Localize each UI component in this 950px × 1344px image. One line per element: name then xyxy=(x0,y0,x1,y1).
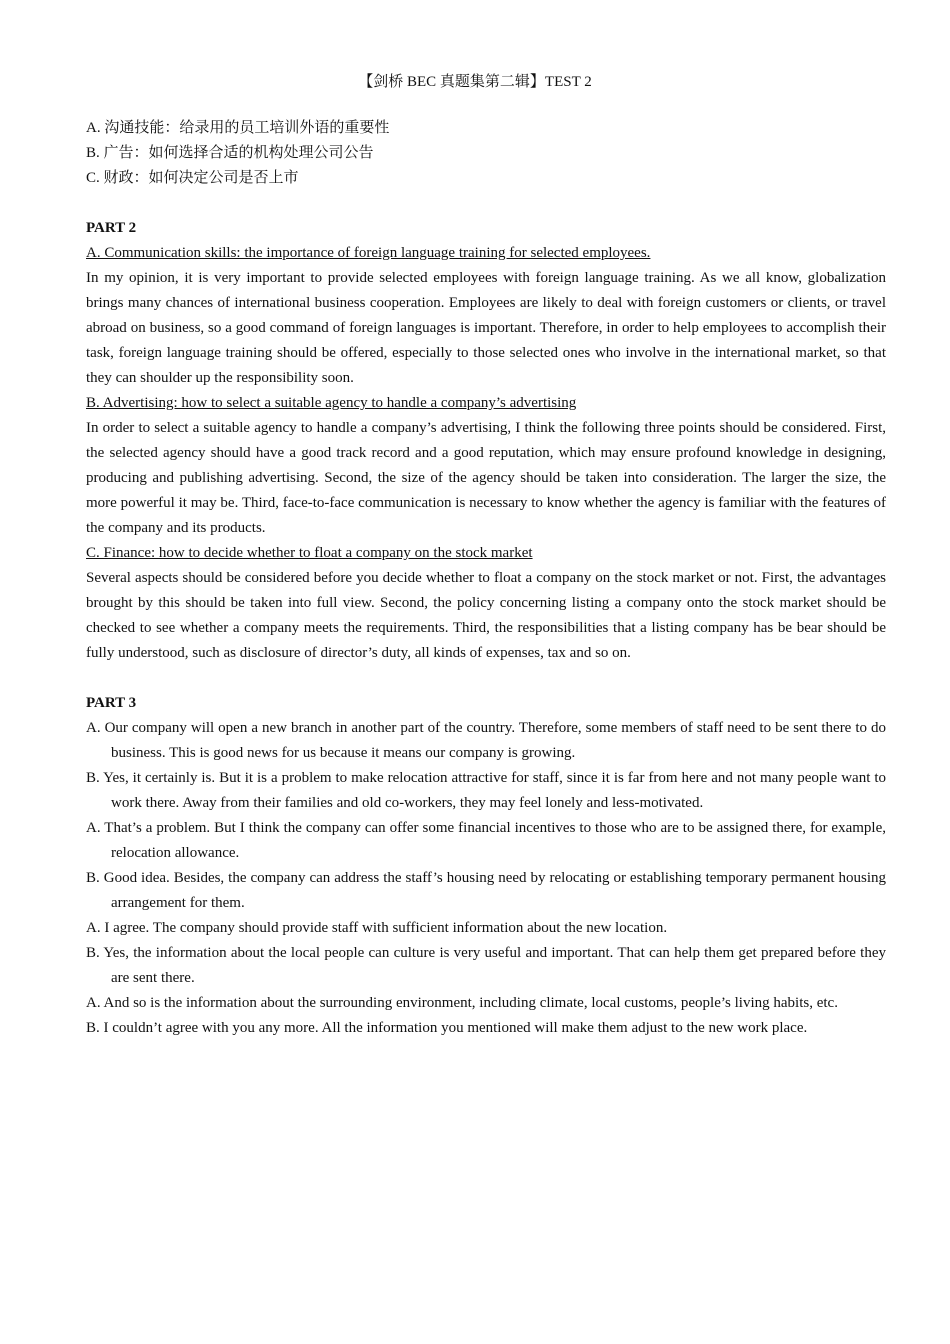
spacer xyxy=(86,191,886,216)
topic-cn-a: A. 沟通技能：给录用的员工培训外语的重要性 xyxy=(86,120,390,136)
part2-section-a-text: In my opinion, it is very important to provide selected employees with foreign language training. As we all know, globalization brings many chances of international business cooperation. Employees are likely to deal with foreign customers or clients, or travel abroad on business, so a good command of foreign languages is important. Therefore, in order to help employees to accomplish their task, foreign language training should be offered, especially to those selected ones who involve in the international market, so that they can shoulder up the responsibility soon. xyxy=(86,270,886,386)
part2-section-c-text: Several aspects should be considered before you decide whether to float a company on the stock market or not. First, the advantages brought by this should be taken into full view. Second, the policy concerning listing a company onto the stock market should be checked to see whether a company meets the requirements. Third, the responsibilities that a listing company has be bear should be fully understood, such as disclosure of director’s duty, all kinds of expenses, tax and so on. xyxy=(86,570,886,661)
dialog-line: B. Yes, it certainly is. But it is a problem to make relocation attractive for staff, since it is far from here and not many people want to work there. Away from their families and old co-workers, they may feel lonely and less-motivated. xyxy=(86,770,886,811)
part3-title: PART 3 xyxy=(86,695,137,711)
dialog-line: B. Good idea. Besides, the company can address the staff’s housing need by relocating or establishing temporary permanent housing arrangement for them. xyxy=(86,870,886,911)
spacer xyxy=(86,666,886,691)
page-header: 【剑桥 BEC 真题集第二辑】TEST 2 xyxy=(358,74,592,90)
dialog-line: B. Yes, the information about the local people can culture is very useful and important. That can help them get prepared before they are sent there. xyxy=(86,945,886,986)
part2-title: PART 2 xyxy=(86,220,137,236)
topic-cn-c: C. 财政：如何决定公司是否上市 xyxy=(86,170,299,186)
document-body xyxy=(86,116,886,1041)
part2-section-b-text: In order to select a suitable agency to handle a company’s advertising, I think the following three points should be considered. First, the selected agency should have a good track record and a good reputation, which may ensure profound knowledge in designing, producing and publishing advertising. Second, the size of the agency should be taken into consideration. The larger the size, the more powerful it may be. Third, face-to-face communication is necessary to know whether the agency is familiar with the features of the company and its products. xyxy=(86,420,886,536)
dialog-line: A. I agree. The company should provide staff with sufficient information about the new location. xyxy=(86,920,668,936)
dialog-line: B. I couldn’t agree with you any more. All the information you mentioned will make them adjust to the new work place. xyxy=(86,1020,808,1036)
part2-section-b-heading: B. Advertising: how to select a suitable agency to handle a company’s advertising xyxy=(86,395,577,411)
topic-cn-b: B. 广告：如何选择合适的机构处理公司公告 xyxy=(86,145,374,161)
part2-section-a-heading: A. Communication skills: the importance of foreign language training for selected employees. xyxy=(86,245,651,261)
dialog-line: A. Our company will open a new branch in another part of the country. Therefore, some members of staff need to be sent there to do business. This is good news for us because it means our company is growing. xyxy=(86,720,886,761)
dialog-line: A. That’s a problem. But I think the company can offer some financial incentives to those who are to be assigned there, for example, relocation allowance. xyxy=(86,820,886,861)
part2-section-c-heading: C. Finance: how to decide whether to float a company on the stock market xyxy=(86,545,533,561)
dialog-line: A. And so is the information about the surrounding environment, including climate, local customs, people’s living habits, etc. xyxy=(86,995,838,1011)
